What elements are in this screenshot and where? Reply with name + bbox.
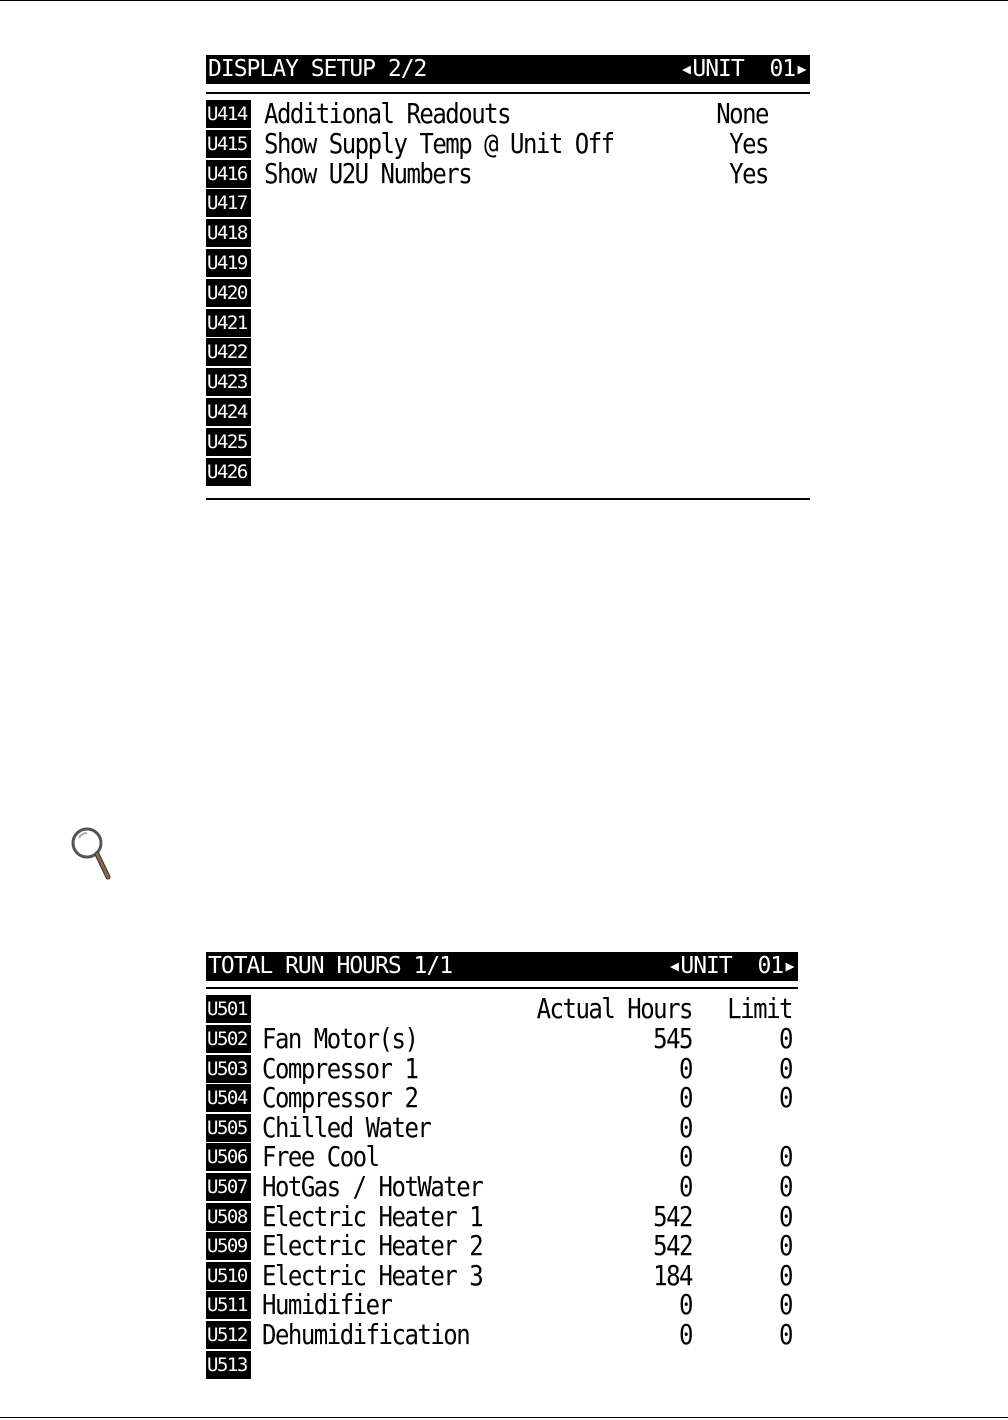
- setting-row[interactable]: [206, 159, 810, 189]
- row-code[interactable]: U421: [206, 309, 251, 337]
- row-code[interactable]: U511: [206, 1291, 251, 1319]
- component-label: Humidifier: [262, 1289, 392, 1322]
- run-hours-row[interactable]: [206, 1290, 798, 1320]
- actual-hours-value: 0: [679, 1318, 692, 1352]
- component-label: Electric Heater 1: [262, 1200, 483, 1233]
- row-code[interactable]: U513: [206, 1351, 251, 1379]
- setting-value[interactable]: None: [716, 97, 768, 131]
- setting-row[interactable]: [206, 248, 810, 278]
- limit-value[interactable]: 0: [779, 1259, 792, 1292]
- row-code[interactable]: U510: [206, 1262, 251, 1290]
- setting-row[interactable]: [206, 218, 810, 248]
- row-code[interactable]: U419: [206, 249, 251, 277]
- run-hours-row[interactable]: [206, 1024, 798, 1054]
- component-label: Electric Heater 3: [262, 1259, 483, 1292]
- display-setup-title: DISPLAY SETUP 2/2: [208, 56, 427, 82]
- run-hours-row[interactable]: [206, 1231, 798, 1261]
- actual-hours-value: 184: [653, 1259, 692, 1292]
- limit-value[interactable]: 0: [779, 1289, 792, 1322]
- limit-value[interactable]: 0: [779, 1200, 792, 1233]
- setting-label: Show U2U Numbers: [264, 157, 472, 190]
- row-code[interactable]: U508: [206, 1203, 251, 1231]
- row-code[interactable]: U509: [206, 1232, 251, 1260]
- run-hours-row[interactable]: [206, 1172, 798, 1202]
- actual-hours-value: 0: [679, 1052, 692, 1085]
- run-hours-row[interactable]: [206, 1261, 798, 1291]
- run-hours-row[interactable]: [206, 1320, 798, 1350]
- display-setup-titlebar: [206, 55, 810, 84]
- setting-row[interactable]: [206, 129, 810, 159]
- setting-row[interactable]: [206, 457, 810, 487]
- row-code[interactable]: U417: [206, 189, 251, 217]
- display-setup-title-rule: [206, 92, 810, 94]
- setting-value[interactable]: Yes: [729, 127, 768, 160]
- setting-row[interactable]: [206, 188, 810, 218]
- component-label: Dehumidification: [262, 1318, 470, 1352]
- row-code[interactable]: U424: [206, 398, 251, 426]
- component-label: Free Cool: [262, 1141, 379, 1174]
- actual-hours-value: 0: [679, 1141, 692, 1174]
- actual-hours-value: 542: [653, 1200, 692, 1233]
- actual-hours-value: 0: [679, 1289, 692, 1322]
- row-code[interactable]: U425: [206, 428, 251, 456]
- limit-value[interactable]: 0: [779, 1170, 792, 1204]
- actual-hours-header: Actual Hours: [536, 992, 692, 1026]
- component-label: Chilled Water: [262, 1111, 431, 1144]
- component-label: HotGas / HotWater: [262, 1170, 483, 1204]
- setting-row[interactable]: [206, 337, 810, 367]
- component-label: Electric Heater 2: [262, 1230, 483, 1263]
- run-hours-header-row: [206, 994, 798, 1024]
- run-hours-row[interactable]: [206, 1350, 798, 1380]
- unit-selector[interactable]: ◂UNIT 01▸: [679, 56, 808, 82]
- row-code[interactable]: U418: [206, 219, 251, 247]
- setting-row[interactable]: [206, 308, 810, 338]
- page-top-rule: [0, 0, 1008, 1]
- row-code[interactable]: U420: [206, 279, 251, 307]
- setting-row[interactable]: [206, 397, 810, 427]
- limit-value[interactable]: 0: [779, 1141, 792, 1174]
- actual-hours-value: 545: [653, 1022, 692, 1056]
- run-hours-row[interactable]: [206, 1083, 798, 1113]
- limit-value[interactable]: 0: [779, 1022, 792, 1056]
- run-hours-title-rule: [206, 987, 798, 989]
- total-run-hours-screen: [206, 952, 798, 1382]
- run-hours-row[interactable]: [206, 1054, 798, 1084]
- unit-selector[interactable]: ◂UNIT 01▸: [667, 953, 796, 979]
- page-bottom-rule: [0, 1417, 1008, 1418]
- setting-row[interactable]: [206, 99, 810, 129]
- row-code[interactable]: U423: [206, 368, 251, 396]
- row-code[interactable]: U503: [206, 1055, 251, 1083]
- run-hours-titlebar: [206, 952, 798, 981]
- limit-value[interactable]: 0: [779, 1052, 792, 1085]
- setting-label: Additional Readouts: [264, 97, 511, 131]
- actual-hours-value: 542: [653, 1230, 692, 1263]
- actual-hours-value: 0: [679, 1082, 692, 1115]
- magnifying-glass-icon: [70, 826, 116, 884]
- component-label: Compressor 1: [262, 1052, 418, 1085]
- actual-hours-value: 0: [679, 1111, 692, 1144]
- limit-value[interactable]: 0: [779, 1230, 792, 1263]
- row-code[interactable]: U504: [206, 1084, 251, 1112]
- limit-header: Limit: [727, 992, 792, 1026]
- run-hours-title: TOTAL RUN HOURS 1/1: [208, 953, 453, 979]
- run-hours-row[interactable]: [206, 1142, 798, 1172]
- run-hours-row[interactable]: [206, 1202, 798, 1232]
- limit-value[interactable]: 0: [779, 1318, 792, 1352]
- actual-hours-value: 0: [679, 1170, 692, 1204]
- run-hours-row[interactable]: [206, 1113, 798, 1143]
- row-code[interactable]: U505: [206, 1114, 251, 1142]
- row-code[interactable]: U506: [206, 1143, 251, 1171]
- row-code[interactable]: U422: [206, 338, 251, 366]
- component-label: Compressor 2: [262, 1082, 418, 1115]
- row-code[interactable]: U415: [206, 130, 251, 158]
- limit-value[interactable]: 0: [779, 1082, 792, 1115]
- setting-value[interactable]: Yes: [729, 157, 768, 190]
- display-setup-screen: [206, 55, 810, 501]
- row-code[interactable]: U502: [206, 1025, 251, 1053]
- setting-row[interactable]: [206, 367, 810, 397]
- setting-label: Show Supply Temp @ Unit Off: [264, 127, 614, 160]
- row-code[interactable]: U426: [206, 458, 251, 486]
- row-code[interactable]: U501: [206, 995, 251, 1023]
- row-code[interactable]: U507: [206, 1173, 251, 1201]
- row-code[interactable]: U512: [206, 1321, 251, 1349]
- component-label: Fan Motor(s): [262, 1022, 418, 1056]
- setting-row[interactable]: [206, 427, 810, 457]
- row-code[interactable]: U416: [206, 160, 251, 188]
- setting-row[interactable]: [206, 278, 810, 308]
- row-code[interactable]: U414: [206, 100, 251, 128]
- display-setup-bottom-rule: [206, 498, 810, 500]
